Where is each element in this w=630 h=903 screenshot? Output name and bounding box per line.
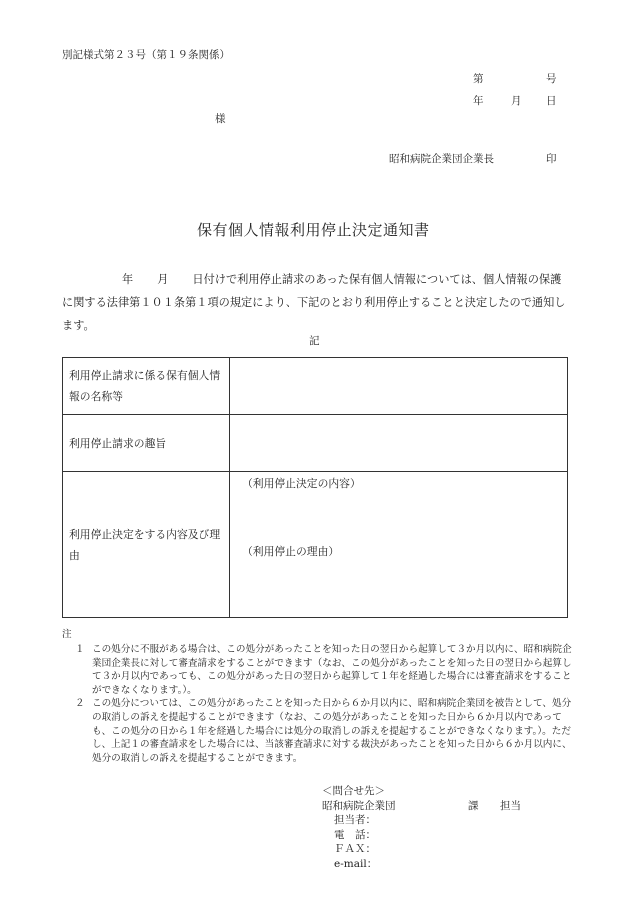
- ki-heading: 記: [309, 335, 320, 347]
- issuer-name: 昭和病院企業団企業長: [389, 153, 494, 165]
- document-title: 保有個人情報利用停止決定通知書: [197, 221, 430, 239]
- purpose-label: 利用停止請求の趣旨: [69, 436, 167, 450]
- body-text: 日付けで利用停止請求のあった保有個人情報については、個人情報の保護に関する法律第１０１条第１項の規定により、下記のとおり利用停止することと決定したので通知します。: [62, 273, 566, 332]
- contact-fax: ＦＡＸ：: [334, 843, 376, 855]
- date-year: 年: [473, 95, 484, 107]
- purpose-label-cell: [63, 415, 230, 472]
- decision-value-cell: [230, 472, 568, 618]
- date-month: 月: [511, 95, 522, 107]
- date-day: 日: [546, 95, 557, 107]
- recipient-suffix: 様: [215, 113, 226, 125]
- list-item: [62, 697, 572, 765]
- body-year: 年: [122, 273, 134, 286]
- notes-heading: 注: [62, 629, 72, 640]
- contact-heading: ＜問合せ先＞: [322, 785, 385, 797]
- note-number: ２: [75, 698, 85, 710]
- contact-tanto: 担当: [500, 799, 521, 812]
- decision-label: 利用停止決定をする内容及び理由: [69, 527, 221, 562]
- list-item: [62, 643, 572, 697]
- table-row: [63, 472, 568, 618]
- contact-person: 担当者：: [334, 814, 376, 826]
- doc-number-suffix: 号: [546, 73, 557, 85]
- decision-reason-label: （利用停止の理由）: [242, 545, 340, 558]
- seal-mark: 印: [546, 153, 557, 165]
- note-text: この処分については、この処分があったことを知った日から６か月以内に、昭和病院企業団を被告として、処分の取消しの訴えを提起することができます（なお、この処分があったことを知った日から６か月以内であっても、この処分の日から１年を経過した場合には処分の取消しの訴えを提起することができなくなります。）。ただし、上記１の審査請求をした場合には、当該審査請求に対する裁決があったことを知った日から６か月以内に、処分の取消しの訴えを提起することができます。: [92, 698, 572, 764]
- note-text: この処分に不服がある場合は、この処分があったことを知った日の翌日から起算して３か月以内に、昭和病院企業団企業長に対して審査請求をすることができます（なお、この処分があったことを知った日の翌日から起算して３か月以内であっても、この処分があった日の翌日から起算して１年を経過した場合には審査請求をすることができなくなります。）。: [92, 644, 572, 696]
- contact-email: e-mail：: [334, 857, 378, 870]
- contact-ka: 課: [468, 799, 479, 812]
- decision-table: [62, 357, 568, 618]
- table-row: [63, 415, 568, 472]
- note-number: １: [75, 644, 85, 655]
- contact-org-row: [322, 799, 521, 814]
- contact-block: [322, 784, 521, 871]
- doc-number-prefix: 第: [473, 73, 484, 85]
- body-paragraph: [62, 268, 572, 337]
- name-value-cell: [230, 358, 568, 415]
- decision-label-cell: [63, 472, 230, 618]
- name-label-cell: [63, 358, 230, 415]
- contact-phone: 電 話：: [334, 828, 376, 841]
- form-number: 別記様式第２３号（第１９条関係）: [62, 49, 230, 61]
- contact-org: 昭和病院企業団: [322, 799, 396, 812]
- decision-content-label: （利用停止決定の内容）: [242, 477, 361, 490]
- notes-list: [62, 643, 572, 765]
- purpose-value-cell: [230, 415, 568, 472]
- name-label: 利用停止請求に係る保有個人情報の名称等: [69, 369, 221, 403]
- body-month: 月: [157, 273, 169, 286]
- table-row: [63, 358, 568, 415]
